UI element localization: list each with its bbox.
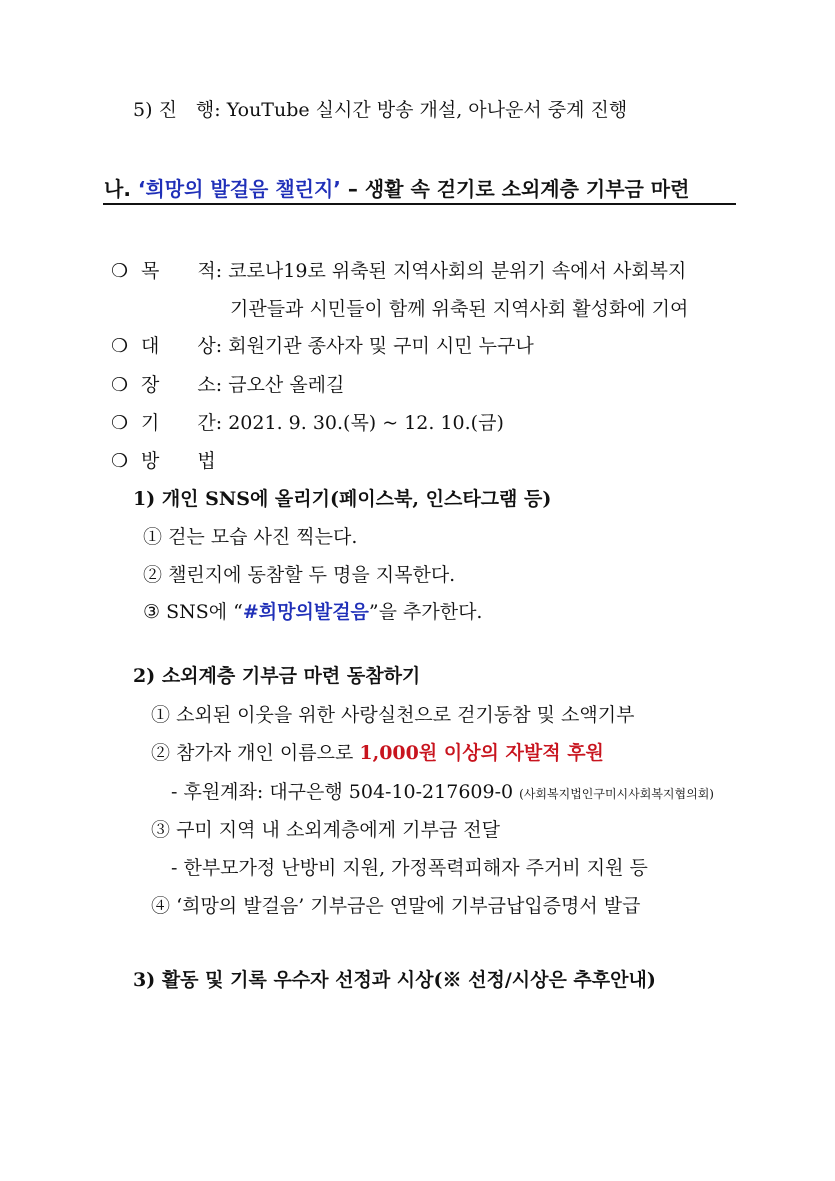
period-label: 기 간:	[141, 412, 223, 434]
step1-item1-text: 걷는 모습 사진 찍는다.	[168, 526, 358, 548]
method-label: 방 법	[141, 450, 216, 472]
step1-item3-pre: SNS에 “	[166, 601, 243, 623]
section-heading	[104, 177, 689, 201]
target-row	[111, 334, 534, 358]
purpose-line2: 기관들과 시민들이 함께 위축된 지역사회 활성화에 기여	[230, 298, 689, 320]
step2-item4	[151, 894, 640, 918]
period-text: 2021. 9. 30.(목) ~ 12. 10.(금)	[228, 412, 504, 434]
item5-text: YouTube 실시간 방송 개설, 아나운서 중계 진행	[226, 99, 628, 121]
heading-underline	[103, 203, 736, 205]
bullet-icon: ❍	[111, 335, 129, 357]
bullet-icon: ❍	[111, 374, 129, 396]
step2-item3	[151, 818, 500, 842]
bullet-icon: ❍	[111, 450, 129, 472]
step2-item1-text: 소외된 이웃을 위한 사랑실천으로 걷기동참 및 소액기부	[176, 704, 635, 726]
step2-item2	[151, 741, 604, 765]
item5-line	[133, 98, 627, 122]
support-line: - 한부모가정 난방비 지원, 가정폭력피해자 주거비 지원 등	[171, 857, 648, 879]
step2-item3-text: 구미 지역 내 소외계층에게 기부금 전달	[176, 819, 500, 841]
section-quoted-title: ‘희망의 발걸음 챌린지’	[137, 177, 341, 201]
circled-number: ①	[151, 704, 171, 726]
circled-number: ②	[143, 564, 163, 586]
donation-highlight: 1,000원 이상의 자발적 후원	[359, 742, 604, 764]
step1-item3-post: ”을 추가한다.	[368, 601, 483, 623]
step2-title: 2) 소외계층 기부금 마련 동참하기	[133, 665, 421, 687]
bullet-icon: ❍	[111, 260, 129, 282]
section-subtitle: – 생활 속 걷기로 소외계층 기부금 마련	[347, 177, 690, 201]
circled-number: ②	[151, 742, 171, 764]
item5-number: 5)	[133, 99, 153, 121]
target-label: 대 상:	[141, 335, 223, 357]
account-line	[171, 780, 714, 806]
step1-item1	[143, 525, 357, 549]
account-text: - 후원계좌: 대구은행 504-10-217609-0	[171, 781, 514, 803]
circled-number: ①	[143, 526, 163, 548]
place-label: 장 소:	[141, 374, 223, 396]
step1-item2	[143, 563, 455, 587]
purpose-label: 목 적:	[141, 260, 223, 282]
step1-item3	[143, 600, 482, 624]
circled-number: ④	[151, 895, 171, 917]
purpose-row	[111, 259, 686, 283]
section-prefix: 나.	[104, 177, 131, 201]
method-row	[111, 449, 216, 473]
step1-title: 1) 개인 SNS에 올리기(페이스북, 인스타그램 등)	[133, 488, 552, 510]
target-text: 회원기관 종사자 및 구미 시민 누구나	[228, 335, 534, 357]
bullet-icon: ❍	[111, 412, 129, 434]
circled-number: ③	[143, 601, 161, 623]
step2-item1	[151, 703, 634, 727]
step2-item2-pre: 참가자 개인 이름으로	[176, 742, 360, 764]
step2-item4-text: ‘희망의 발걸음’ 기부금은 연말에 기부금납입증명서 발급	[176, 895, 641, 917]
place-text: 금오산 올레길	[228, 374, 345, 396]
account-holder: (사회복지법인구미시사회복지협의회)	[519, 787, 714, 801]
step1-item2-text: 챌린지에 동참할 두 명을 지목한다.	[168, 564, 456, 586]
step3-title: 3) 활동 및 기록 우수자 선정과 시상(※ 선정/시상은 추후안내)	[133, 969, 656, 991]
circled-number: ③	[151, 819, 171, 841]
item5-label: 진 행:	[158, 99, 221, 121]
hashtag: #희망의발걸음	[242, 601, 369, 623]
period-row	[111, 411, 504, 435]
place-row	[111, 373, 344, 397]
purpose-text-line1: 코로나19로 위축된 지역사회의 분위기 속에서 사회복지	[228, 260, 687, 282]
